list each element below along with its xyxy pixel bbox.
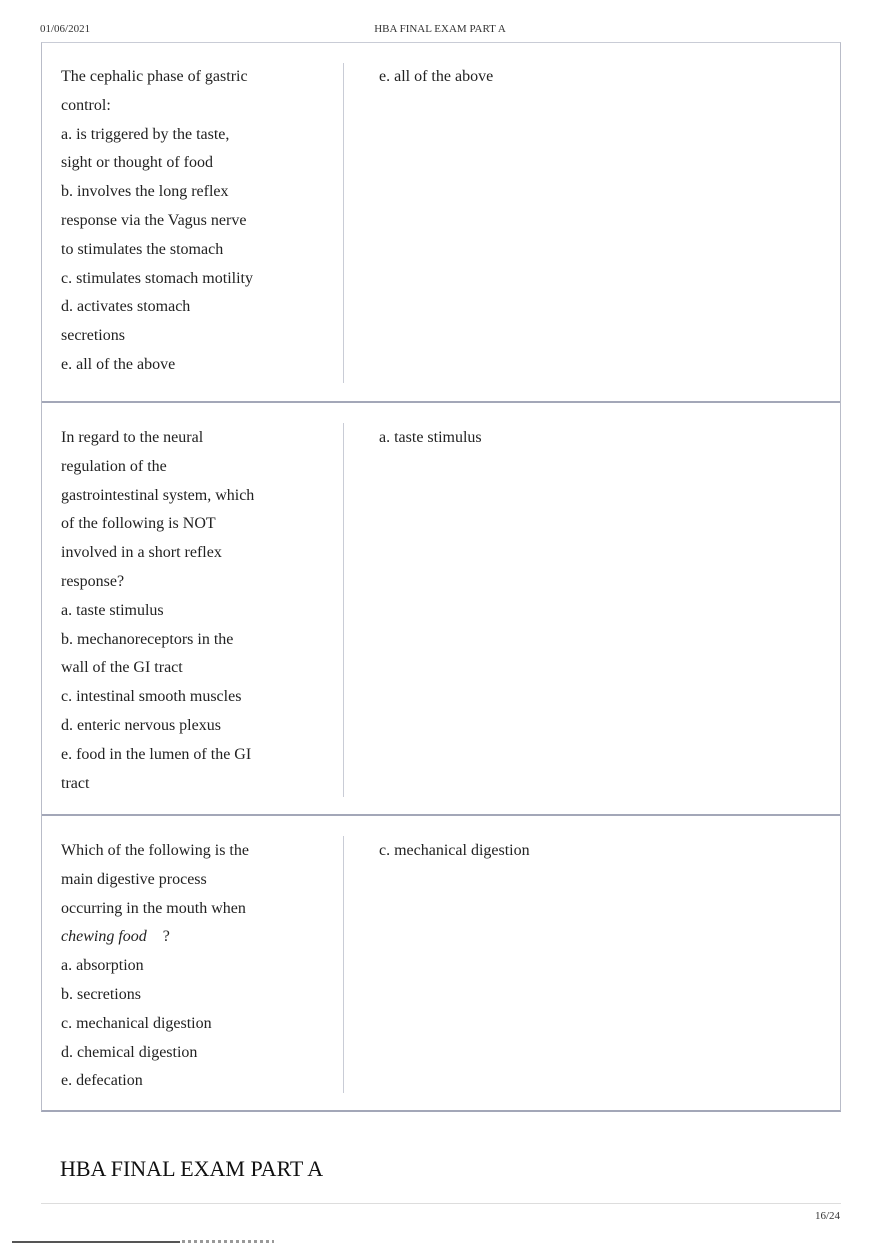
term-line: e. food in the lumen of the GI xyxy=(61,745,252,763)
term-line: c. mechanical digestion xyxy=(61,1014,212,1032)
flashcard-term xyxy=(61,63,291,380)
term-line: b. mechanoreceptors in the xyxy=(61,630,234,648)
term-line: of the following is NOT xyxy=(61,515,216,533)
flashcard-definition: a. taste stimulus xyxy=(379,429,482,446)
page-number: 16/24 xyxy=(814,1210,840,1222)
term-line: d. enteric nervous plexus xyxy=(61,716,221,734)
term-line: occurring in the mouth when xyxy=(61,899,246,917)
term-line: The cephalic phase of gastric xyxy=(61,68,248,85)
set-title: HBA FINAL EXAM PART A xyxy=(60,1156,324,1181)
flashcard-list xyxy=(41,42,841,1112)
term-line: control: xyxy=(61,96,111,114)
term-line: a. taste stimulus xyxy=(61,601,164,619)
column-divider xyxy=(343,836,344,1093)
term-line: c. intestinal smooth muscles xyxy=(61,688,242,706)
term-line: secretions xyxy=(61,327,125,345)
flashcard-definition: e. all of the above xyxy=(379,68,494,85)
term-line: main digestive process xyxy=(61,870,207,888)
term-line: Which of the following is the xyxy=(61,842,249,859)
term-line: sight or thought of food xyxy=(61,154,213,172)
print-header-title: HBA FINAL EXAM PART A xyxy=(374,23,506,35)
column-divider xyxy=(343,423,344,797)
cropped-footer-bar xyxy=(12,1241,180,1243)
term-line: a. absorption xyxy=(61,957,144,975)
term-line: regulation of the xyxy=(61,457,167,475)
term-line: involved in a short reflex xyxy=(61,544,222,562)
term-line: b. involves the long reflex xyxy=(61,183,229,201)
term-line: response via the Vagus nerve xyxy=(61,211,247,229)
cropped-footer-text xyxy=(182,1240,274,1243)
flashcard-term xyxy=(61,837,291,1096)
term-line: In regard to the neural xyxy=(61,429,204,446)
flashcard-definition: c. mechanical digestion xyxy=(379,842,530,859)
flashcard xyxy=(42,816,840,1111)
term-line: gastrointestinal system, which xyxy=(61,486,255,504)
term-line: to stimulates the stomach xyxy=(61,240,224,258)
term-line: b. secretions xyxy=(61,985,141,1003)
term-line: c. stimulates stomach motility xyxy=(61,269,253,287)
term-line: e. all of the above xyxy=(61,355,176,373)
print-date: 01/06/2021 xyxy=(40,23,91,35)
flashcard-term xyxy=(61,424,291,798)
term-line: d. chemical digestion xyxy=(61,1043,198,1061)
term-line xyxy=(61,923,291,952)
flashcard xyxy=(42,403,840,815)
term-line: response? xyxy=(61,572,125,590)
term-line: d. activates stomach xyxy=(61,298,191,316)
term-emphasis: chewing food xyxy=(61,928,147,946)
column-divider xyxy=(343,63,344,383)
term-emphasis-suffix: ? xyxy=(162,928,170,946)
term-line: wall of the GI tract xyxy=(61,659,183,677)
footer-divider xyxy=(41,1203,841,1204)
term-line: e. defecation xyxy=(61,1072,143,1090)
term-line: a. is triggered by the taste, xyxy=(61,125,230,143)
flashcard xyxy=(42,43,840,403)
term-line: tract xyxy=(61,774,90,792)
